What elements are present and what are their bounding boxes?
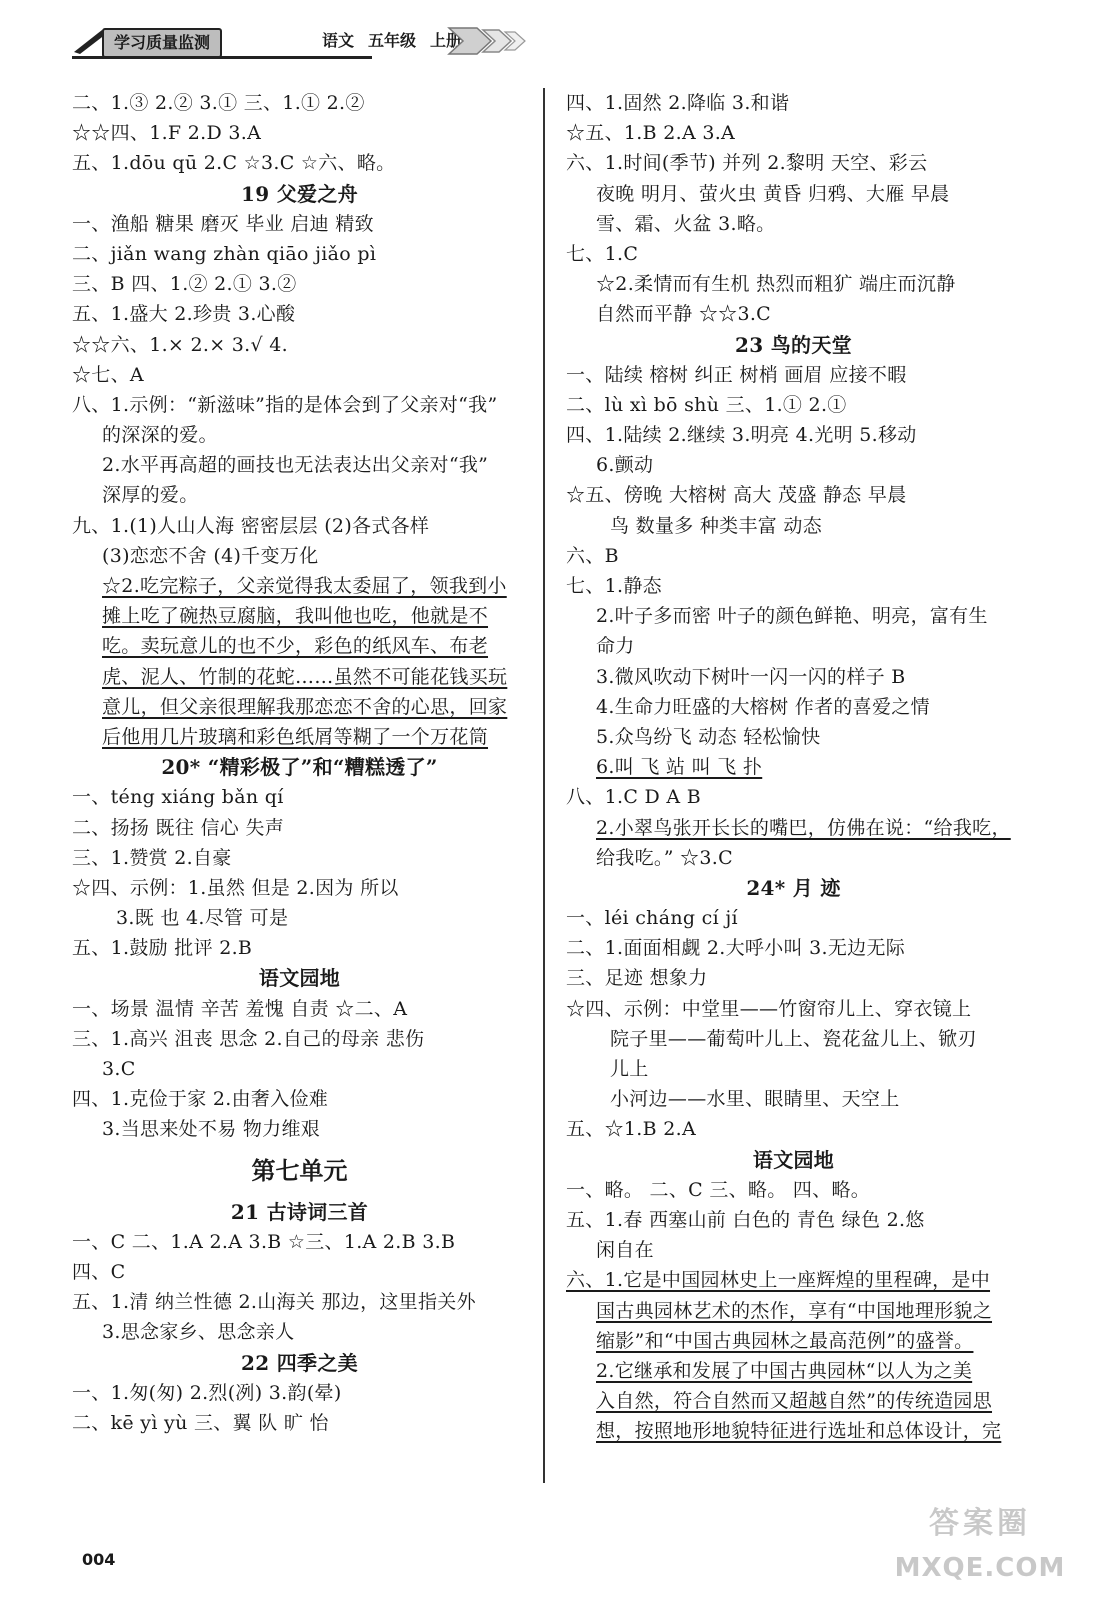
answer-line: 2.水平再高超的画技也无法表达出父亲对“我”	[102, 454, 489, 477]
unit-title: 第七单元	[251, 1155, 348, 1185]
answer-line: 缩影”和“中国古典园林之最高范例”的盛誉。	[596, 1329, 974, 1352]
answer-line: 深厚的爱。	[102, 484, 199, 507]
answer-line: 5.众鸟纷飞 动态 轻松愉快	[596, 725, 821, 748]
watermark-url: MXQE.COM	[894, 1553, 1066, 1583]
answer-line: 四、C	[72, 1260, 126, 1283]
series-label: 学习质量监测	[102, 28, 222, 58]
answer-line: 一、陆续 榕树 纠正 树梢 画眉 应接不暇	[566, 363, 907, 386]
answer-line: 一、1.匆(匆) 2.烈(冽) 3.韵(晕)	[72, 1381, 342, 1404]
answer-line: 五、1.盛大 2.珍贵 3.心酸	[72, 303, 296, 326]
answer-line: 一、C 二、1.A 2.A 3.B ☆三、1.A 2.B 3.B	[72, 1230, 456, 1253]
answer-line: 五、1.春 西塞山前 白色的 青色 绿色 2.悠	[566, 1208, 925, 1231]
lesson-title: 20* “精彩极了”和“糟糕透了”	[161, 755, 438, 780]
answer-line: 6.叫 飞 站 叫 飞 扑	[596, 756, 763, 779]
lesson-title: 21 古诗词三首	[230, 1199, 369, 1224]
answer-line: 3.既 也 4.尽管 可是	[116, 907, 289, 930]
answer-line: 后他用几片玻璃和彩色纸屑等糊了一个万花筒	[102, 725, 489, 748]
answer-line: 六、1.它是中国园林史上一座辉煌的里程碑，是中	[566, 1269, 991, 1292]
answer-line: 七、1.静态	[566, 575, 662, 597]
answer-line: 国古典园林艺术的杰作，享有“中国地理形貌之	[596, 1299, 993, 1322]
answer-line: 6.颤动	[596, 454, 654, 477]
answer-line: 七、1.C	[566, 242, 639, 265]
answer-line: 3.微风吹动下树叶一闪一闪的样子 B	[596, 665, 906, 688]
answer-line: ☆☆四、1.F 2.D 3.A	[72, 122, 262, 145]
answer-line: 给我吃。” ☆3.C	[596, 846, 733, 869]
answer-line: 鸟 数量多 种类丰富 动态	[610, 514, 823, 537]
answer-line: ☆五、1.B 2.A 3.A	[566, 122, 736, 145]
answer-line: 雪、霜、火盆 3.略。	[596, 212, 776, 235]
answer-line: 2.它继承和发展了中国古典园林“以人为之美	[596, 1359, 973, 1382]
lesson-title: 19 父爱之舟	[241, 181, 358, 206]
volume-label: 上册	[430, 31, 463, 50]
chevron-right-icon	[447, 24, 527, 58]
answer-line: 意儿，但父亲很理解我那恋恋不舍的心思，回家	[102, 695, 508, 718]
answer-line: ☆七、A	[72, 363, 144, 386]
answer-line: 闲自在	[596, 1239, 654, 1262]
answer-line: 二、1.面面相觑 2.大呼小叫 3.无边无际	[566, 937, 906, 960]
page-number: 004	[82, 1550, 116, 1569]
answer-line: 八、1.C D A B	[566, 786, 702, 809]
answer-line: 五、1.鼓励 批评 2.B	[72, 937, 253, 960]
answer-line: 院子里——葡萄叶儿上、瓷花盆儿上、锨刃	[610, 1027, 977, 1050]
answer-line: 六、B	[566, 544, 619, 567]
column-divider	[543, 88, 545, 1483]
answer-line: 儿上	[610, 1058, 649, 1080]
answer-line: 一、场景 温情 辛苦 羞愧 自责 ☆二、A	[72, 997, 408, 1020]
answer-line: ☆四、示例：中堂里——竹窗帘儿上、穿衣镜上	[566, 997, 972, 1020]
answer-line: 命力	[596, 635, 635, 658]
answer-line: 一、渔船 糖果 磨灭 毕业 启迪 精致	[72, 212, 374, 235]
answer-line: 3.思念家乡、思念亲人	[102, 1321, 295, 1344]
answer-line: 虎、泥人、竹制的花蛇……虽然不可能花钱买玩	[102, 665, 508, 688]
answer-line: 三、足迹 想象力	[566, 967, 708, 990]
answer-line: 四、1.克俭于家 2.由奢入俭难	[72, 1088, 329, 1111]
lesson-title: 23 鸟的天堂	[735, 332, 852, 357]
grade-label: 五年级	[368, 31, 417, 50]
lesson-title: 语文园地	[258, 966, 341, 991]
lesson-title: 24* 月 迹	[746, 875, 841, 900]
answer-line: 九、1.(1)人山人海 密密层层 (2)各式各样	[72, 514, 430, 537]
answer-line: 2.小翠鸟张开长长的嘴巴，仿佛在说：“给我吃，	[596, 816, 1011, 839]
lesson-title: 22 四季之美	[241, 1350, 358, 1375]
answer-line: 六、1.时间(季节) 并列 2.黎明 天空、彩云	[566, 152, 928, 175]
answer-line: 小河边——水里、眼睛里、天空上	[610, 1088, 900, 1111]
subject-label: 语文	[322, 31, 355, 50]
answer-column-left	[72, 88, 527, 1438]
answer-line: 二、jiǎn wang zhàn qiāo jiǎo pì	[72, 242, 377, 265]
answer-line: 3.C	[102, 1058, 136, 1080]
answer-line: ☆五、傍晚 大榕树 高大 茂盛 静态 早晨	[566, 484, 907, 507]
watermark	[880, 1500, 1080, 1596]
answer-line: 四、1.固然 2.降临 3.和谐	[566, 92, 790, 114]
header-rule	[72, 56, 372, 59]
answer-line: 摊上吃了碗热豆腐脑，我叫他也吃，他就是不	[102, 605, 489, 628]
answer-line: ☆四、示例：1.虽然 但是 2.因为 所以	[72, 876, 399, 899]
answer-line: 八、1.示例：“新滋味”指的是体会到了父亲对“我”	[72, 393, 498, 416]
answer-line: 五、1.dōu qū 2.C ☆3.C ☆六、略。	[72, 152, 396, 175]
answer-line: 二、1.③ 2.② 3.① 三、1.① 2.②	[72, 92, 365, 114]
answer-line: 三、1.赞赏 2.自豪	[72, 846, 232, 869]
answer-line: 二、kē yì yù 三、翼 队 旷 怡	[72, 1411, 329, 1434]
answer-line: 自然而平静 ☆☆3.C	[596, 303, 772, 326]
answer-line: (3)恋恋不舍 (4)千变万化	[102, 544, 319, 567]
answer-line: 三、B 四、1.② 2.① 3.②	[72, 273, 297, 296]
answer-line: 二、lù xì bō shù 三、1.① 2.①	[566, 393, 847, 416]
lesson-title: 语文园地	[752, 1147, 835, 1172]
answer-line: 一、téng xiáng bǎn qí	[72, 786, 284, 809]
answer-line: ☆☆六、1.× 2.× 3.√ 4.	[72, 333, 288, 356]
answer-line: 二、扬扬 既往 信心 失声	[72, 816, 285, 839]
answer-line: 2.叶子多而密 叶子的颜色鲜艳、明亮，富有生	[596, 605, 988, 628]
answer-line: 一、léi cháng cí jí	[566, 907, 738, 930]
answer-line: 3.当思来处不易 物力维艰	[102, 1118, 321, 1141]
answer-line: 入自然，符合自然而又超越自然”的传统造园思	[596, 1390, 993, 1413]
answer-line: 五、1.清 纳兰性德 2.山海关 那边，这里指关外	[72, 1291, 476, 1314]
answer-line: 4.生命力旺盛的大榕树 作者的喜爱之情	[596, 695, 930, 718]
header-bar	[72, 22, 532, 58]
answer-line: 吃。卖玩意儿的也不少，彩色的纸风车、布老	[102, 635, 489, 658]
answer-line: 四、1.陆续 2.继续 3.明亮 4.光明 5.移动	[566, 424, 917, 447]
watermark-logo-text: 答案圈	[929, 1506, 1031, 1541]
answer-line: 五、☆1.B 2.A	[566, 1118, 696, 1141]
answer-column-right	[566, 88, 1021, 1446]
answer-line: 想，按照地形地貌特征进行选址和总体设计，完	[596, 1420, 1002, 1443]
answer-line: 夜晚 明月、萤火虫 黄昏 归鸦、大雁 早晨	[596, 182, 950, 205]
answer-line: ☆2.吃完粽子，父亲觉得我太委屈了，领我到小	[102, 575, 507, 597]
answer-line: 三、1.高兴 沮丧 思念 2.自己的母亲 悲伤	[72, 1027, 425, 1050]
answer-line: 一、略。 二、C 三、略。 四、略。	[566, 1178, 871, 1201]
answer-line: 的深深的爱。	[102, 424, 218, 447]
answer-line: ☆2.柔情而有生机 热烈而粗犷 端庄而沉静	[596, 273, 956, 296]
